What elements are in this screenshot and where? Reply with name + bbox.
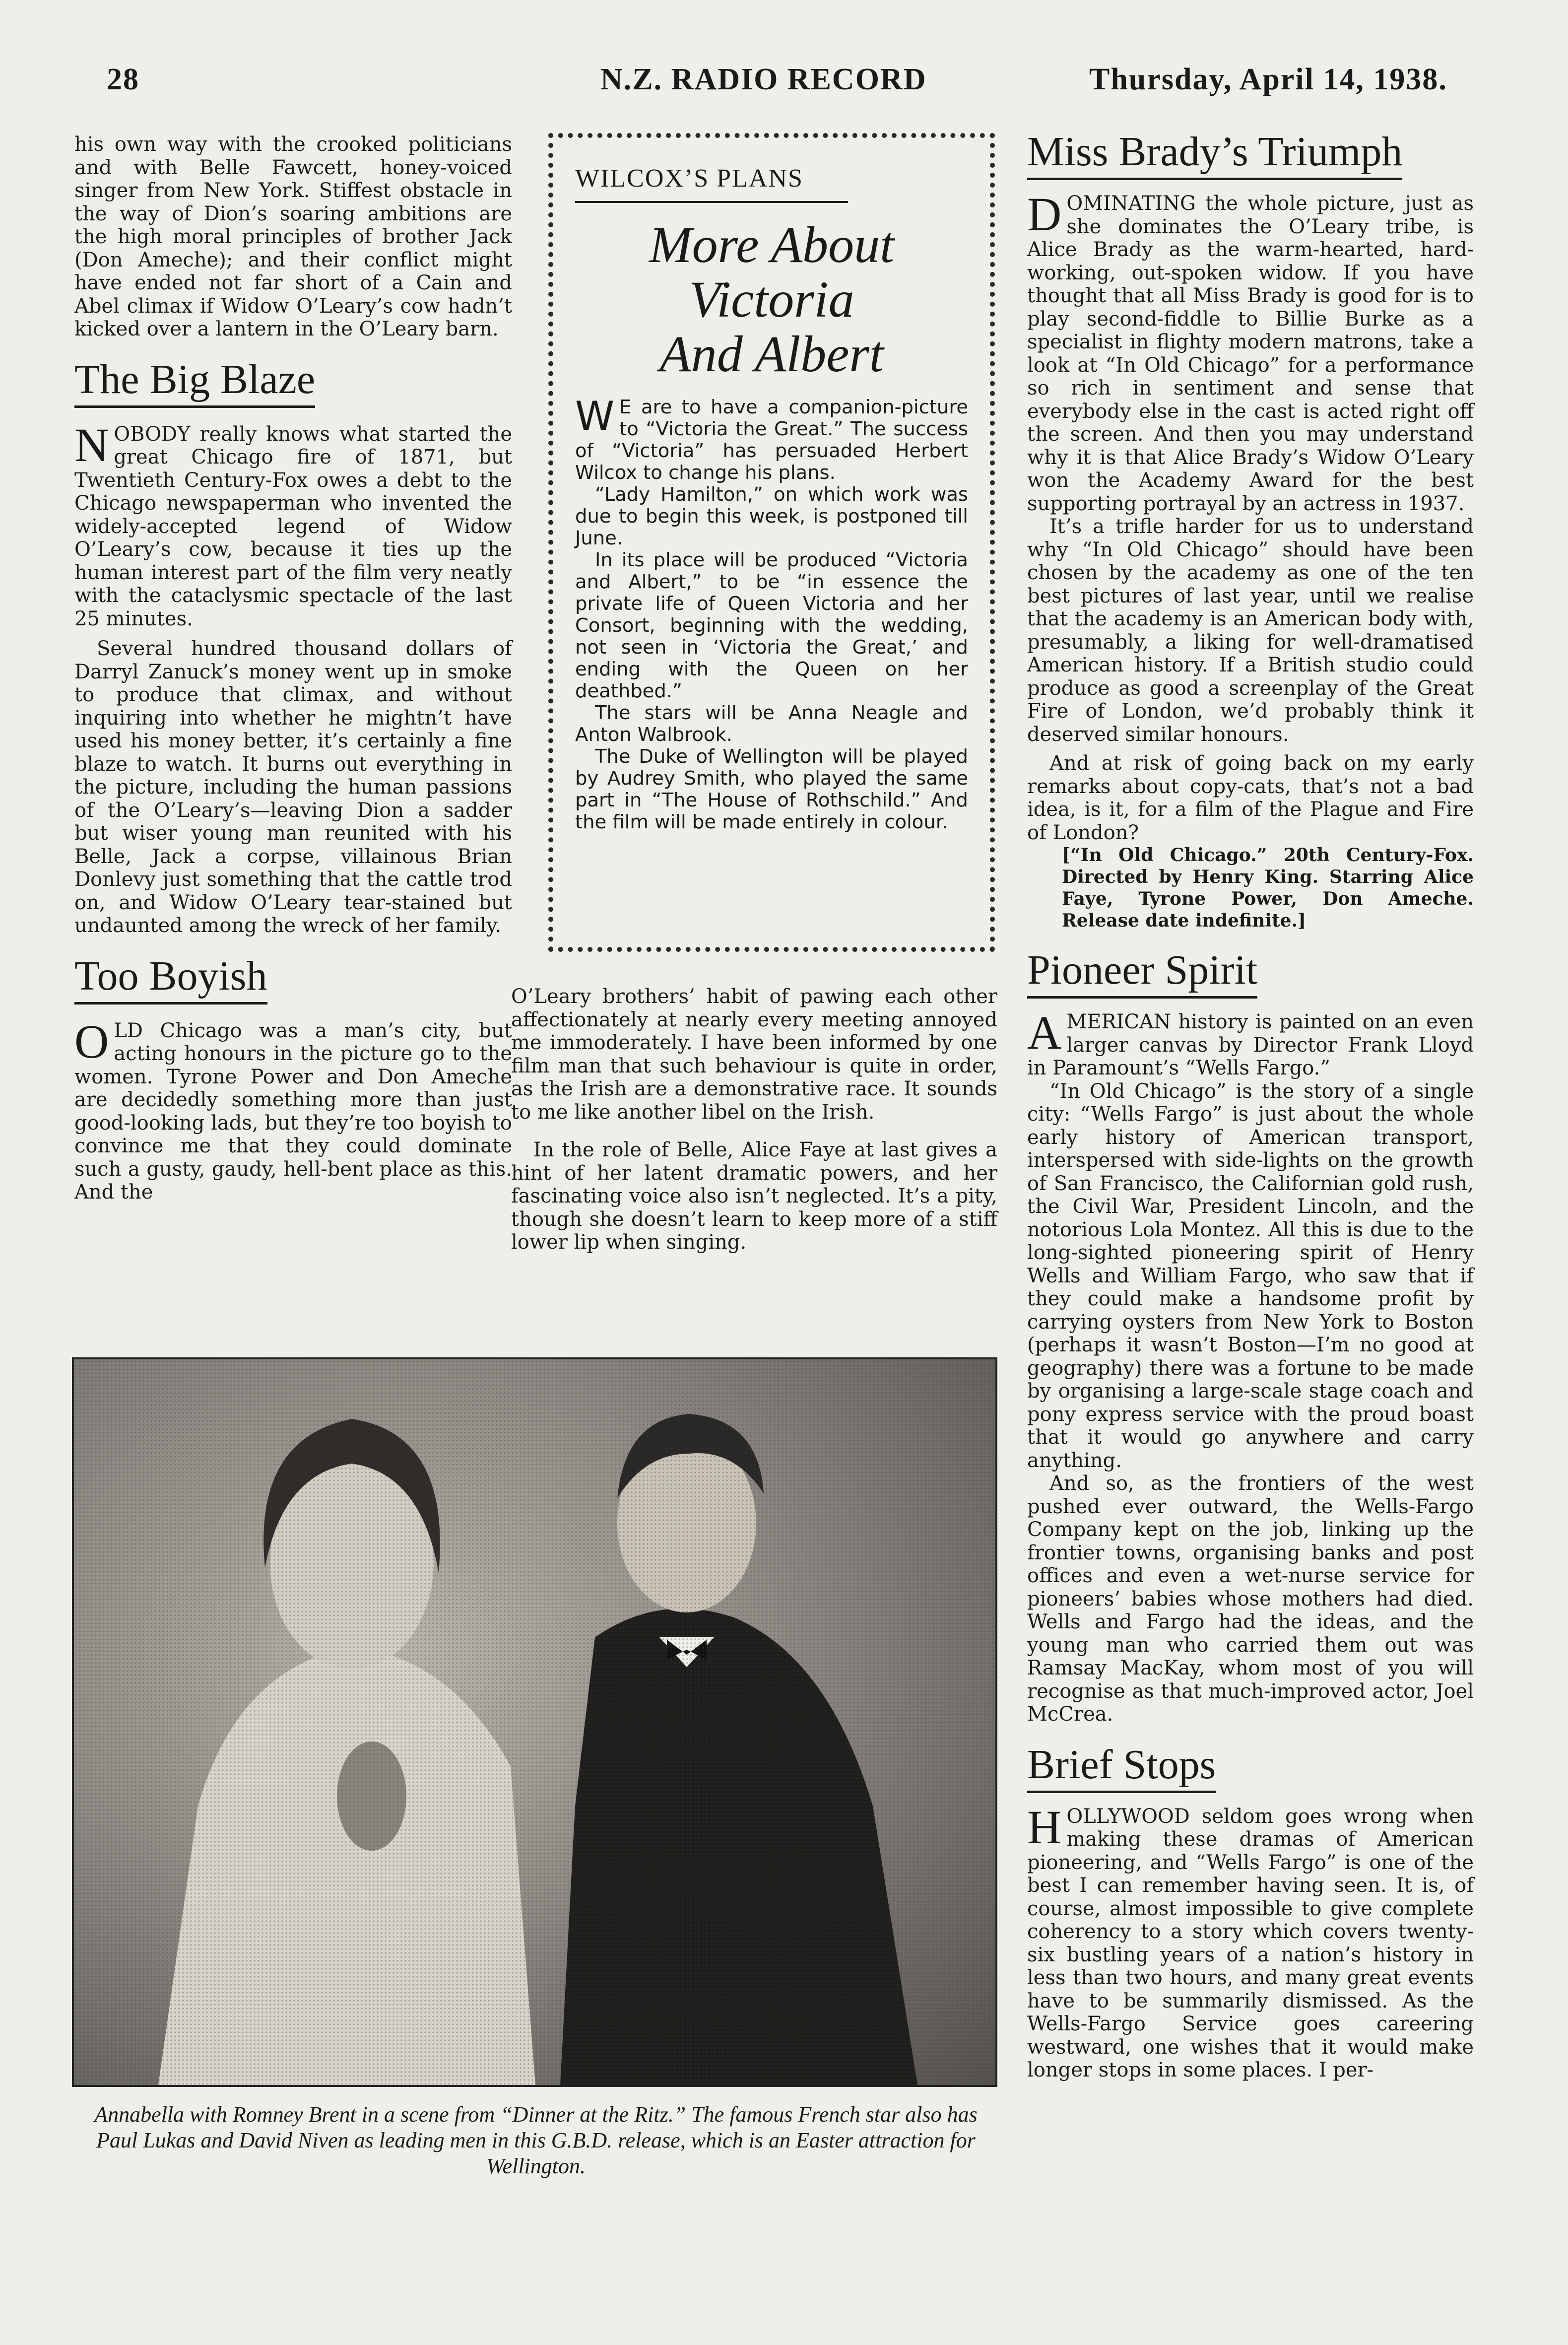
middle-paragraph-1: O’Leary brothers’ habit of pawing each other affectionately at nearly every meeting annoyed me immoderately. I have been informed by one film man that such behaviour is quite in order, as the Irish are a demonstrative race. It sounds to me like another libel on the Irish. (511, 985, 997, 1124)
box-tag: WILCOX’S PLANS (575, 164, 803, 193)
section-heading-pioneer-spirit: Pioneer Spirit (1027, 946, 1257, 999)
middle-paragraph-2: In the role of Belle, Alice Faye at last gives a hint of her latent dramatic powers, and her fascinating voice also isn’t neglected. It’s a pity, though she doesn’t learn to keep more of a stiff lower lip when singing. (511, 1139, 997, 1254)
box-paragraph-1: W E are to have a companion-picture to “Victoria the Great.” The success of “Victoria” has persuaded Herbert Wilcox to change his plans. (575, 393, 968, 484)
drop-cap: H (1027, 1800, 1062, 1854)
photo-illustration (74, 1359, 995, 2085)
page-number: 28 (107, 63, 139, 96)
pioneer-paragraph-1: AMERICAN history is painted on an even larger canvas by Director Frank Lloyd in Paramount’s “Wells Fargo.” (1027, 1006, 1474, 1079)
drop-cap: A (1027, 1006, 1062, 1059)
photo-caption: Annabella with Romney Brent in a scene from “Dinner at the Ritz.” The famous French star also has Paul Lukas and David Niven as leading men in this G.B.D. release, which is an Easter attraction for Wellington. (94, 2102, 978, 2178)
box-headline: More About Victoria And Albert (649, 216, 894, 383)
box-paragraph-3: In its place will be produced “Victoria and Albert,” to be “in essence the private life of Queen Victoria and her Consort, beginning with the wedding, not seen in ‘Victoria the Great,’ and ending with the Queen on her deathbed.” (575, 549, 968, 702)
box-text (575, 393, 968, 833)
brief-stops-paragraph-1: HOLLYWOOD seldom goes wrong when making these dramas of American pioneering, and “Wells Fargo” is one of the best I can remember having seen. It is, of course, almost impossible to give complete coherency to a story which covers twenty-six bustling years of a nation’s history in less than two hours, and many great events have to be summarily dismissed. As the Wells-Fargo Service goes careering westward, one wishes that it would make longer stops in some places. I per- (1027, 1800, 1474, 2081)
film-credit: [“In Old Chicago.” 20th Century-Fox. Directed by Henry King. Starring Alice Faye, Tyrone Power, Don Ameche. Release date indefinite.] (1062, 845, 1474, 931)
box-paragraph-4: The stars will be Anna Neagle and Anton Walbrook. (575, 702, 968, 746)
section-heading-big-blaze: The Big Blaze (74, 356, 315, 408)
too-boyish-paragraph-1: OLD Chicago was a man’s city, but acting honours in the picture go to the women. Tyrone Power and Don Ameche are decidedly something more than just good-looking lads, but they’re too boyish to convince me that they could dominate such a gusty, gaudy, hell-bent place as this. And the (74, 1014, 512, 1204)
big-blaze-paragraph-2: Several hundred thousand dollars of Darryl Zanuck’s money went up in smoke to produce that climax, and without inquiring into whether he mightn’t have used his money better, it’s certainly a fine blaze to watch. It burns out everything in the picture, including the human passions of the O’Leary’s—leaving Dion a sadder but wiser young man reunited with his Belle, Jack a corpse, villainous Brian Donlevy just something that the cattle trod on, and Widow O’Leary tear-stained but undaunted among the wreck of her family. (74, 637, 512, 937)
left-column (74, 133, 512, 1204)
section-heading-brief-stops: Brief Stops (1027, 1741, 1216, 1793)
big-blaze-paragraph-1: NOBODY really knows what started the great Chicago fire of 1871, but Twentieth Century-Fox owes a debt to the Chicago newspaperman who invented the widely-accepted legend of Widow O’Leary’s cow, because it ties up the human interest part of the film very neatly with the cataclysmic spectacle of the last 25 minutes. (74, 418, 512, 630)
section-heading-miss-bradys-triumph: Miss Brady’s Triumph (1027, 128, 1402, 180)
box-paragraph-2: “Lady Hamilton,” on which work was due to begin this week, is postponed till June. (575, 483, 968, 549)
drop-cap: N (74, 418, 109, 471)
right-column (1027, 128, 1474, 2082)
box-tag-rule (575, 201, 848, 203)
box-paragraph-5: The Duke of Wellington will be played by Audrey Smith, who played the same part in “The House of Rothschild.” And the film will be made entirely in colour. (575, 745, 968, 833)
brady-paragraph-1: DOMINATING the whole picture, just as she dominates the O’Leary tribe, is Alice Brady as the warm-hearted, hard-working, out-spoken widow. If you have thought that all Miss Brady is good for is to play second-fiddle to Billie Burke as a specialist in flighty modern matrons, take a look at “In Old Chicago” for a performance so rich in sentiment and sense that everybody else in the cast is acted right off the screen. And then you may understand why it is that Alice Brady’s Widow O’Leary won the Academy Award for the best supporting portrayal by an actress in 1937. (1027, 188, 1474, 515)
pioneer-paragraph-3: And so, as the frontiers of the west pushed ever outward, the Wells-Fargo Company kept on the job, linking up the frontier towns, organising banks and post offices and even a wet-nurse service for pioneers’ babies whose mothers had died. Wells and Fargo had the ideas, and the young man who carried them out was Ramsay MacKay, whom most of you will recognise as that much-improved actor, Joel McCrea. (1027, 1472, 1474, 1726)
drop-cap: D (1027, 188, 1062, 241)
middle-column (511, 985, 997, 1254)
intro-paragraph: his own way with the crooked politicians and with Belle Fawcett, honey-voiced singer from New York. Stiffest obstacle in the way of Dion’s soaring ambitions are the high moral principles of brother Jack (Don Ameche); and their conflict might have ended not far short of a Cain and Abel climax if Widow O’Leary’s cow hadn’t kicked over a lantern in the O’Leary barn. (74, 133, 512, 340)
issue-date: Thursday, April 14, 1938. (1089, 63, 1447, 96)
section-heading-too-boyish: Too Boyish (74, 952, 267, 1005)
publication-title: N.Z. RADIO RECORD (600, 63, 927, 96)
brady-paragraph-2: It’s a trifle harder for us to understand why “In Old Chicago” should have been chosen by the academy as one of the ten best pictures of last year, until we realise that the academy is an American body with, presumably, a liking for well-dramatised American history. If a British studio could produce as good a screenplay of the Great Fire of London, we’d probably think it deserved similar honours. (1027, 515, 1474, 746)
wilcox-plans-box (548, 133, 995, 952)
film-still-photo (72, 1357, 997, 2087)
drop-cap: O (74, 1014, 109, 1068)
pioneer-paragraph-2: “In Old Chicago” is the story of a single city: “Wells Fargo” is just about the whole early history of American transport, interspersed with side-lights on the growth of San Francisco, the Californian gold rush, the Civil War, President Lincoln, and the notorious Lola Montez. All this is due to the long-sighted pioneering spirit of Henry Wells and William Fargo, who saw that if they could make a handsome profit by carrying oysters from New York to Boston (perhaps it wasn’t Boston—I’m no good at geography) there was a fortune to be made by organising a large-scale stage coach and pony express service with the proud boast that it would go anywhere and carry anything. (1027, 1079, 1474, 1472)
brady-paragraph-3: And at risk of going back on my early remarks about copy-cats, that’s not a bad idea, is it, for a film of the Plague and Fire of London? (1027, 752, 1474, 844)
